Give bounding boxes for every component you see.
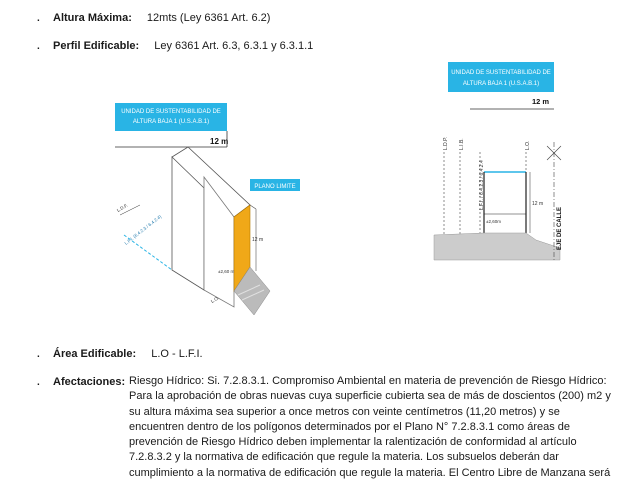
side-height-label: 12 m — [532, 201, 544, 207]
ldp-label: L.D.P. — [443, 136, 449, 150]
height-label: 12 m — [532, 97, 550, 106]
ground-height-label: ±2,60 m — [218, 269, 235, 274]
isometric-profile-figure — [110, 95, 310, 325]
banner-line-1: UNIDAD DE SUSTENTABILIDAD DE — [121, 109, 221, 115]
height-label: 12 m — [210, 137, 229, 146]
eje-de-calle-label: EJE DE CALLE — [557, 206, 563, 250]
perfil-edificable-value: Ley 6361 Art. 6.3, 6.3.1 y 6.3.1.1 — [154, 40, 314, 52]
area-edificable-value: L.O - L.F.I. — [151, 348, 203, 360]
bullet: . — [37, 13, 40, 24]
banner-line-2: ALTURA BAJA 1 (U.S.A.B.1) — [132, 119, 210, 125]
afectaciones-line: encuentren dentro de los polígonos determinados por el Plano N° 7.2.8.3.1 como áreas de — [129, 420, 571, 433]
afectaciones-line: prevención de Riesgo Hídrico deben implementar la ralentización de conformidad al artículo — [129, 436, 577, 449]
area-edificable-label: Área Edificable: — [53, 348, 137, 360]
afectaciones-row — [53, 376, 125, 389]
afectaciones-text — [129, 374, 619, 481]
altura-maxima-label: Altura Máxima: — [53, 12, 132, 24]
bullet: . — [37, 41, 40, 52]
usab1-banner — [115, 103, 227, 131]
afectaciones-line: Para la aprobación de obras nuevas cuya superficie cubierta sea de más de doscientos (200) m2 y — [129, 390, 611, 403]
lfi-label: L.F.I. / 6.4.2.3 / 6.4.2.4 — [479, 160, 485, 210]
area-edificable-row — [53, 348, 203, 361]
afectaciones-line: Riesgo Hídrico: Si. 7.2.8.3.1. Compromiso Ambiental en materia de prevención de Riesgo Hídrico: — [129, 375, 607, 387]
afectaciones-line: cumplimiento a la normativa de edificación que regule la materia. El Centro Libre de Manzana será — [129, 466, 611, 479]
perfil-edificable-label: Perfil Edificable: — [53, 40, 140, 52]
ldf-label: L.D.F. — [116, 202, 129, 213]
ground — [434, 233, 560, 260]
altura-maxima-row — [53, 12, 270, 25]
bullet: . — [37, 349, 40, 360]
perfil-edificable-row — [53, 40, 313, 53]
afectaciones-line: su altura máxima sea superior a once metros con veinte centímetros (11,20 metros) y se — [129, 405, 560, 418]
ground-height-label: ±2,60m — [486, 219, 501, 224]
lo-label: L.O. — [210, 295, 220, 304]
banner-line-1: UNIDAD DE SUSTENTABILIDAD DE — [451, 70, 551, 76]
plano-limite-label: PLANO LIMITE — [254, 184, 296, 190]
bullet: . — [37, 377, 40, 388]
section-profile-figure — [430, 60, 565, 295]
lfi-label: L.F.I. (6.4.2.3 / 6.4.2.4) — [123, 213, 163, 246]
afectaciones-label: Afectaciones: — [53, 376, 126, 388]
usab1-banner — [448, 62, 554, 92]
altura-maxima-value: 12mts (Ley 6361 Art. 6.2) — [146, 12, 271, 24]
lib-label: L.I.B. — [459, 138, 465, 150]
lo-label: L.O. — [525, 140, 531, 150]
afectaciones-line: 7.2.8.3.2 y la normativa de edificación que regule la materia. Los subsuelos deberán dar — [129, 451, 559, 464]
banner-line-2: ALTURA BAJA 1 (U.S.A.B.1) — [462, 81, 540, 87]
side-height-label: 12 m — [252, 237, 264, 243]
